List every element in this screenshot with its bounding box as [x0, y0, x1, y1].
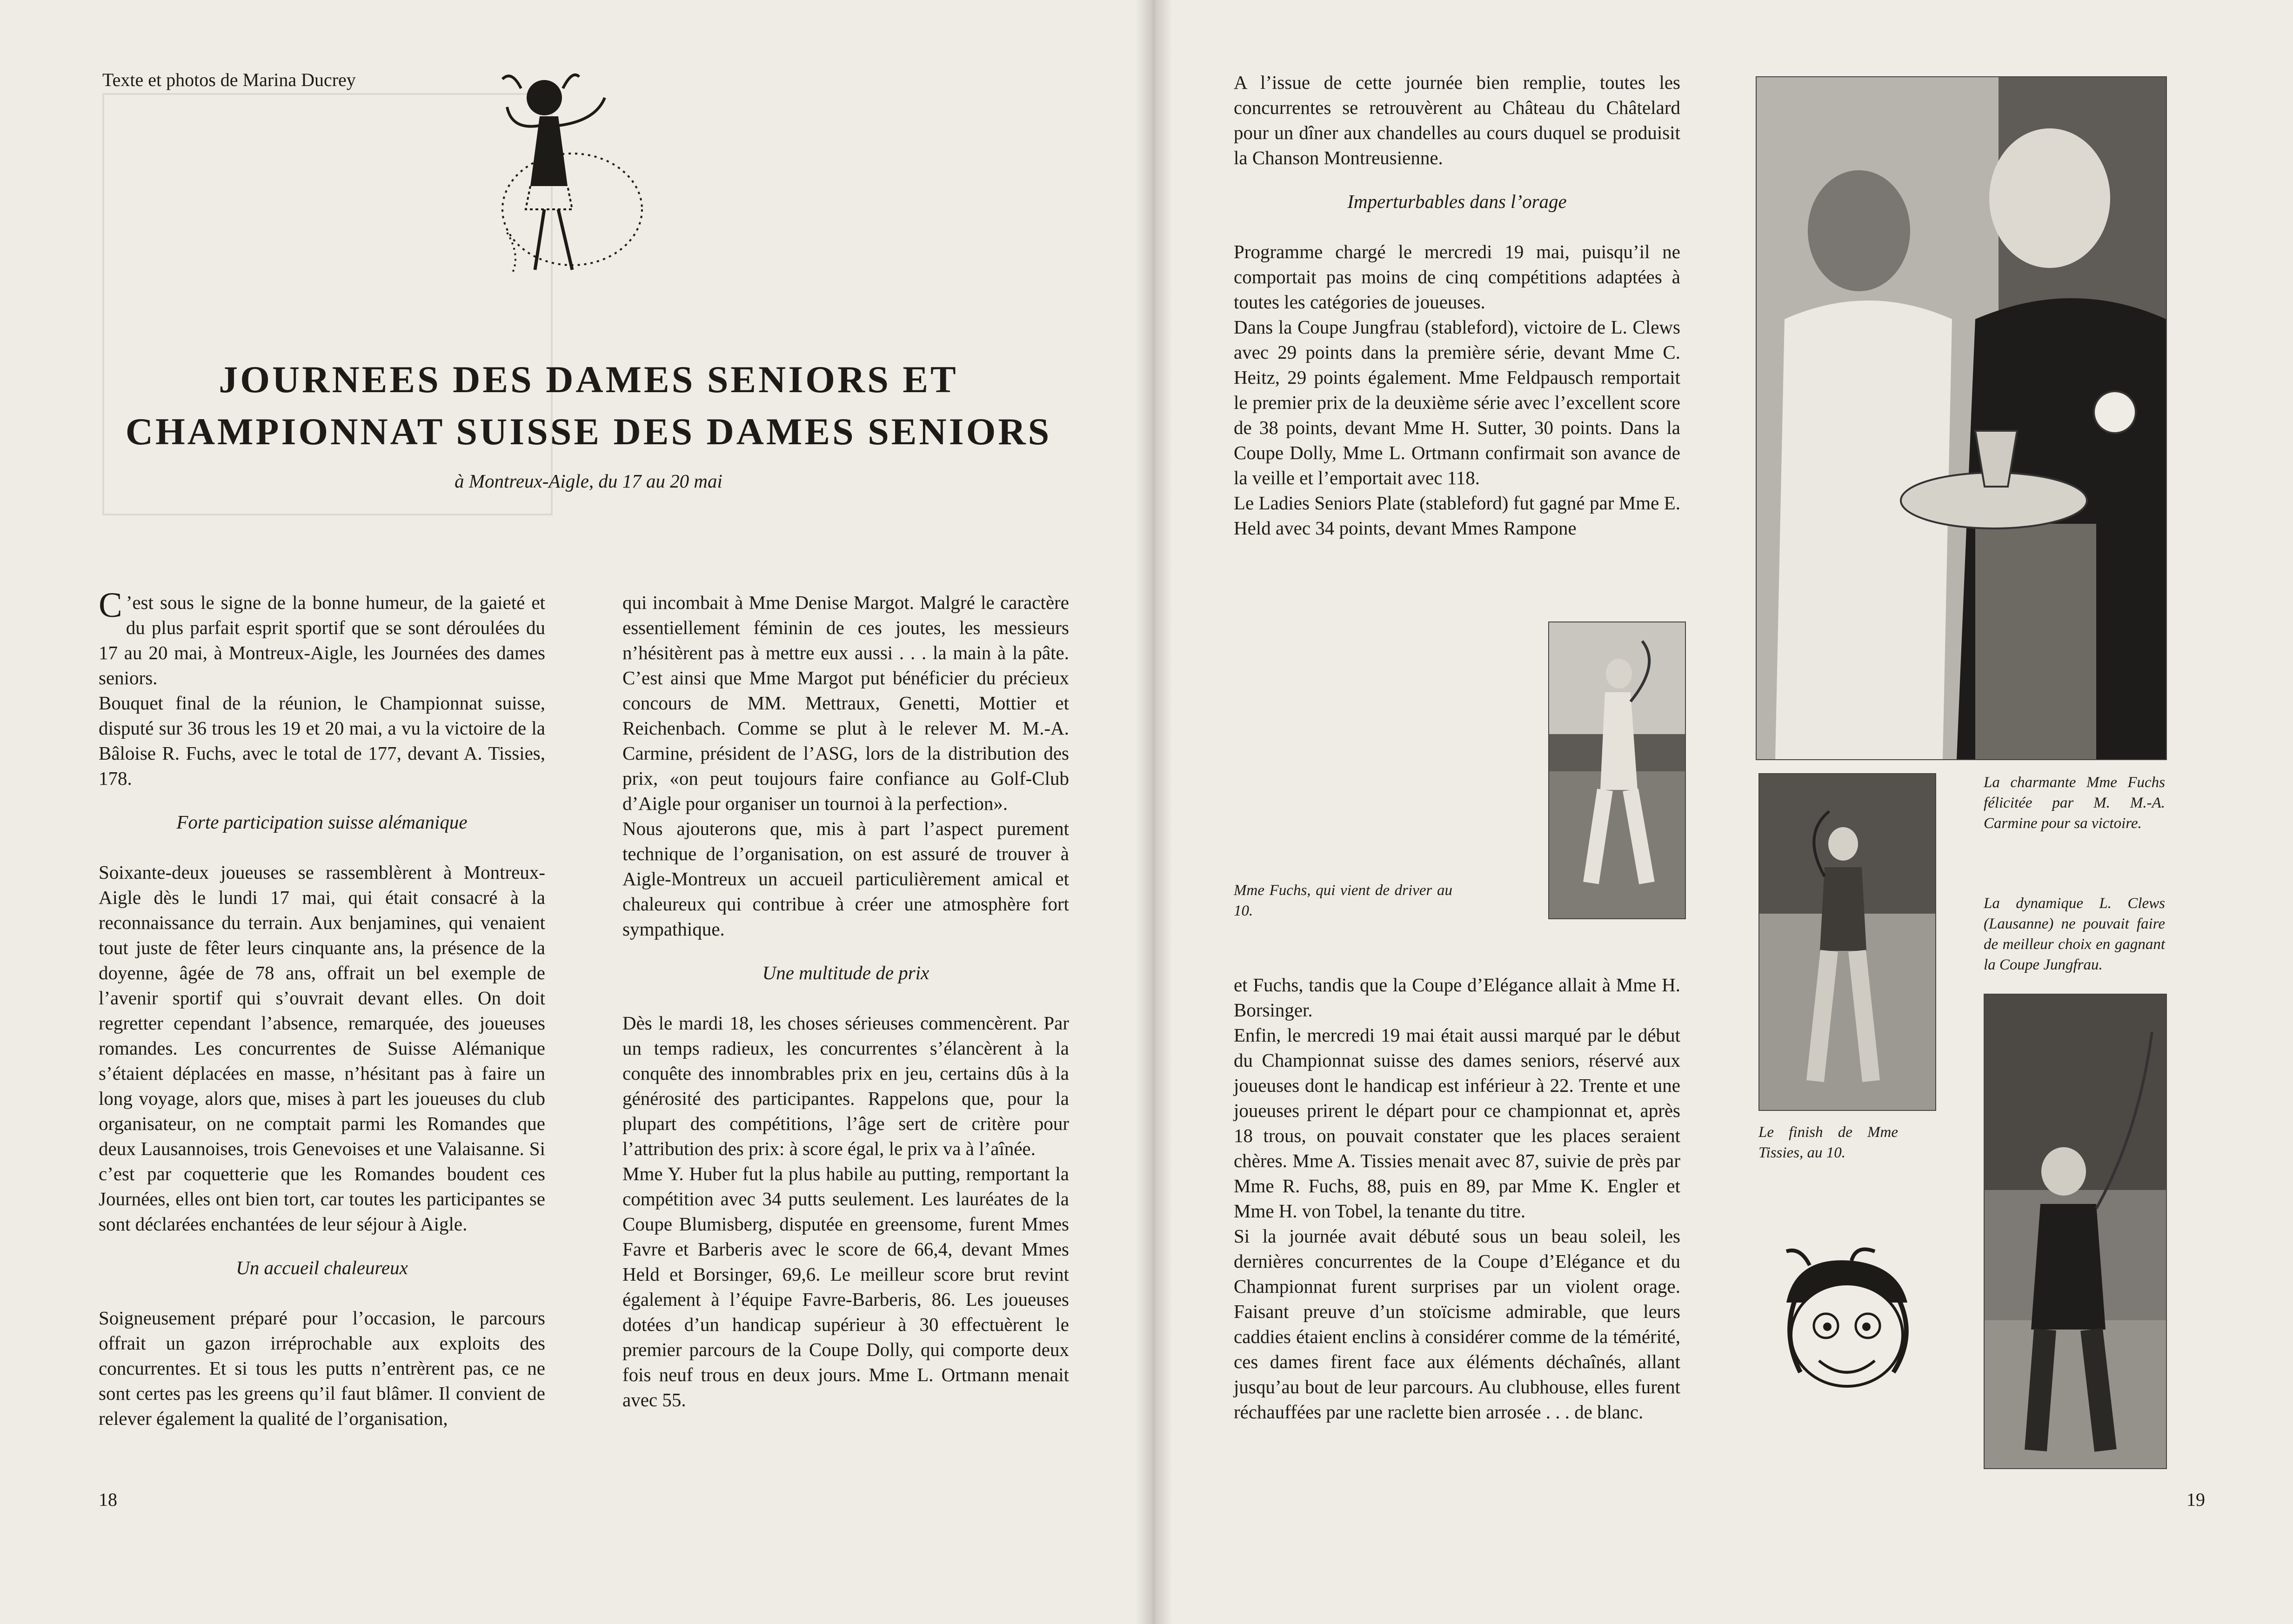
paragraph: Soigneusement préparé pour l’occasion, le parcours offrait un gazon irréprochable aux exploits des concurrentes. Et si tous les putts n’entrèrent pas, ce ne sont certes pas les greens qu’il faut blâmer. Il convient de relever également la qualité de l’organisation, — [99, 1307, 545, 1429]
left-column-2 — [622, 590, 1069, 1412]
title-line-1: JOURNEES DES DAMES SENIORS ET — [219, 358, 958, 401]
paragraph: A l’issue de cette journée bien remplie, toutes les concurrentes se retrouvèrent au Château du Châtelard pour un dîner aux chandelles au cours duquel se produisit la Chanson Montreusienne. — [1234, 72, 1680, 168]
right-column-2 — [1234, 972, 1680, 1424]
right-column-1 — [1234, 70, 1680, 541]
caption-carmine: La charmante Mme Fuchs félicitée par M. M.-A. Carmine pour sa victoire. — [1984, 774, 2165, 832]
drop-cap: C — [99, 586, 122, 625]
paragraph: Mme Y. Huber fut la plus habile au putting, remportant la compétition avec 34 putts seulement. Les lauréates de la Coupe Blumisberg, disputée en greensome, furent Mmes Favre et Barberis avec le score de 66,4, devant Mmes Held et Borsinger, 69,6. Le meilleur score brut revint également à l’équipe Favre-Barberis, 86. Les joueuses dotées d’un handicap supérieur à 30 effectuèrent le premier parcours de la Coupe Dolly, qui comporte deux fois neuf trous en deux jours. Mme L. Ortmann menait avec 55. — [622, 1163, 1069, 1410]
photo-clews — [1984, 994, 2167, 1469]
article-subtitle: à Montreux-Aigle, du 17 au 20 mai — [455, 470, 722, 492]
caption-fuchs-drive: Mme Fuchs, qui vient de driver au 10. — [1234, 882, 1452, 919]
article-title — [93, 354, 1084, 458]
paragraph: Nous ajouterons que, mis à part l’aspect purement technique de l’organisation, on est assuré de trouver à Aigle-Montreux un accueil particulièrement amical et chaleureux qui contribue à créer une atmosphère fort sympathique. — [622, 818, 1069, 940]
caption-clews: La dynamique L. Clews (Lausanne) ne pouvait faire de meilleur choix en gagnant la Coupe Jungfrau. — [1984, 895, 2165, 973]
photo-credit: Texte et photos de Marina Ducrey — [102, 69, 356, 90]
page-number: 18 — [99, 1489, 117, 1510]
spread-gutter — [1135, 0, 1172, 1624]
photo-fuchs-driving — [1548, 622, 1686, 919]
left-column-1 — [99, 586, 545, 1431]
right-page — [1154, 0, 2293, 1624]
page-number: 19 — [2186, 1489, 2205, 1510]
cartoon-golfer-face-illustration — [1768, 1247, 1926, 1400]
paragraph: et Fuchs, tandis que la Coupe d’Elégance allait à Mme H. Borsinger. — [1234, 974, 1680, 1021]
section-heading: Forte participation suisse alémanique — [176, 811, 468, 833]
title-line-2: CHAMPIONNAT SUISSE DES DAMES SENIORS — [125, 410, 1052, 453]
paragraph: Dans la Coupe Jungfrau (stableford), victoire de L. Clews avec 29 points dans la première série, devant Mme C. Heitz, 29 points également. Mme Feldpausch remportait le premier prix de la deuxième série avec l’excellent score de 38 points, devant Mme H. Sutter, 30 points. Dans la Coupe Dolly, Mme L. Ortmann confirmait son avance de la veille et l’emportait avec 118. — [1234, 316, 1680, 488]
paragraph: Enfin, le mercredi 19 mai était aussi marqué par le début du Championnat suisse des dames seniors, réservé aux joueuses dont le handicap est inférieur à 22. Trente et une joueuses prirent le départ pour ce championnat et, après 18 trous, on pouvait constater que les places seraient chères. Mme A. Tissies menait avec 87, suivie de près par Mme R. Fuchs, 88, puis en 89, par Mme K. Engler et Mme H. von Tobel, la tenante du titre. — [1234, 1024, 1680, 1222]
section-heading: Imperturbables dans l’orage — [1347, 191, 1567, 212]
photo-carmine-award — [1756, 76, 2167, 760]
photo-tissies-finish — [1758, 773, 1936, 1111]
paragraph: qui incombait à Mme Denise Margot. Malgré le caractère essentiellement féminin de ces joutes, les messieurs n’hésitèrent pas à mettre eux aussi . . . la main à la pâte. C’est ainsi que Mme Margot put bénéficier du précieux concours de MM. Mettraux, Genetti, Mottier et Reichenbach. Comme se plut à le relever M. M.-A. Carmine, président de l’ASG, lors de la distribution des prix, «on peut toujours faire confiance au Golf-Club d’Aigle pour organiser un tournoi à la perfection». — [622, 592, 1069, 814]
paragraph: Dès le mardi 18, les choses sérieuses commencèrent. Par un temps radieux, les concurrentes s’élancèrent à la conquête des innombrables prix en jeu, certains dûs à la générosité des participantes. Rappelons que, pour la plupart des compétitions, l’âge sert de critère pour l’attribution des prix: à score égal, le prix va à l’aînée. — [622, 1012, 1069, 1159]
paragraph: Si la journée avait débuté sous un beau soleil, les dernières concurrentes de la Coupe d’Elégance et du Championnat furent surprises par un violent orage. Faisant preuve d’un stoïcisme admirable, que leurs caddies étaient enclins à considérer comme de la témérité, ces dames firent face aux éléments déchaînés, allant jusqu’au bout de leur parcours. Au clubhouse, elles furent réchauffées par une raclette bien arrosée . . . de blanc. — [1234, 1225, 1680, 1423]
paragraph: Le Ladies Seniors Plate (stableford) fut gagné par Mme E. Held avec 34 points, devant Mmes Rampone — [1234, 492, 1680, 539]
paragraph: C ’est sous le signe de la bonne humeur, de la gaieté et du plus parfait esprit sportif que se sont déroulées du 17 au 20 mai, à Montreux-Aigle, les Journées des dames seniors. — [99, 586, 545, 688]
caption-tissies: Le finish de Mme Tissies, au 10. — [1758, 1124, 1898, 1161]
paragraph: Soixante-deux joueuses se rassemblèrent à Montreux-Aigle dès le lundi 17 mai, qui était consacré à la reconnaissance du terrain. Aux benjamines, qui venaient tout juste de fêter leurs cinquante ans, la présence de la doyenne, âgée de 78 ans, offrait un bel exemple de l’avenir sportif qui s’ouvrait devant elles. On doit regretter cependant l’absence, remarquée, des joueuses romandes. Les concurrentes de Suisse Alémanique s’étaient déplacées en masse, n’hésitant pas à faire un long voyage, alors que, mises à part les joueuses du club organisateur, on ne comptait parmi les Romandes que deux Lausannoises, trois Genevoises et une Valaisanne. Si c’est par coquetterie que les Romandes boudent ces Journées, elles ont bien tort, car toutes les participantes se sont déclarées enchantées de leur séjour à Aigle. — [99, 862, 545, 1235]
section-heading: Une multitude de prix — [762, 962, 929, 983]
section-heading: Un accueil chaleureux — [236, 1257, 408, 1278]
flapper-dancer-illustration — [493, 70, 670, 288]
paragraph: Programme chargé le mercredi 19 mai, puisqu’il ne comportait pas moins de cinq compétitions adaptées à toutes les catégories de joueuses. — [1234, 241, 1680, 313]
paragraph: Bouquet final de la réunion, le Championnat suisse, disputé sur 36 trous les 19 et 20 mai, a vu la victoire de la Bâloise R. Fuchs, avec le total de 177, devant A. Tissies, 178. — [99, 692, 545, 789]
